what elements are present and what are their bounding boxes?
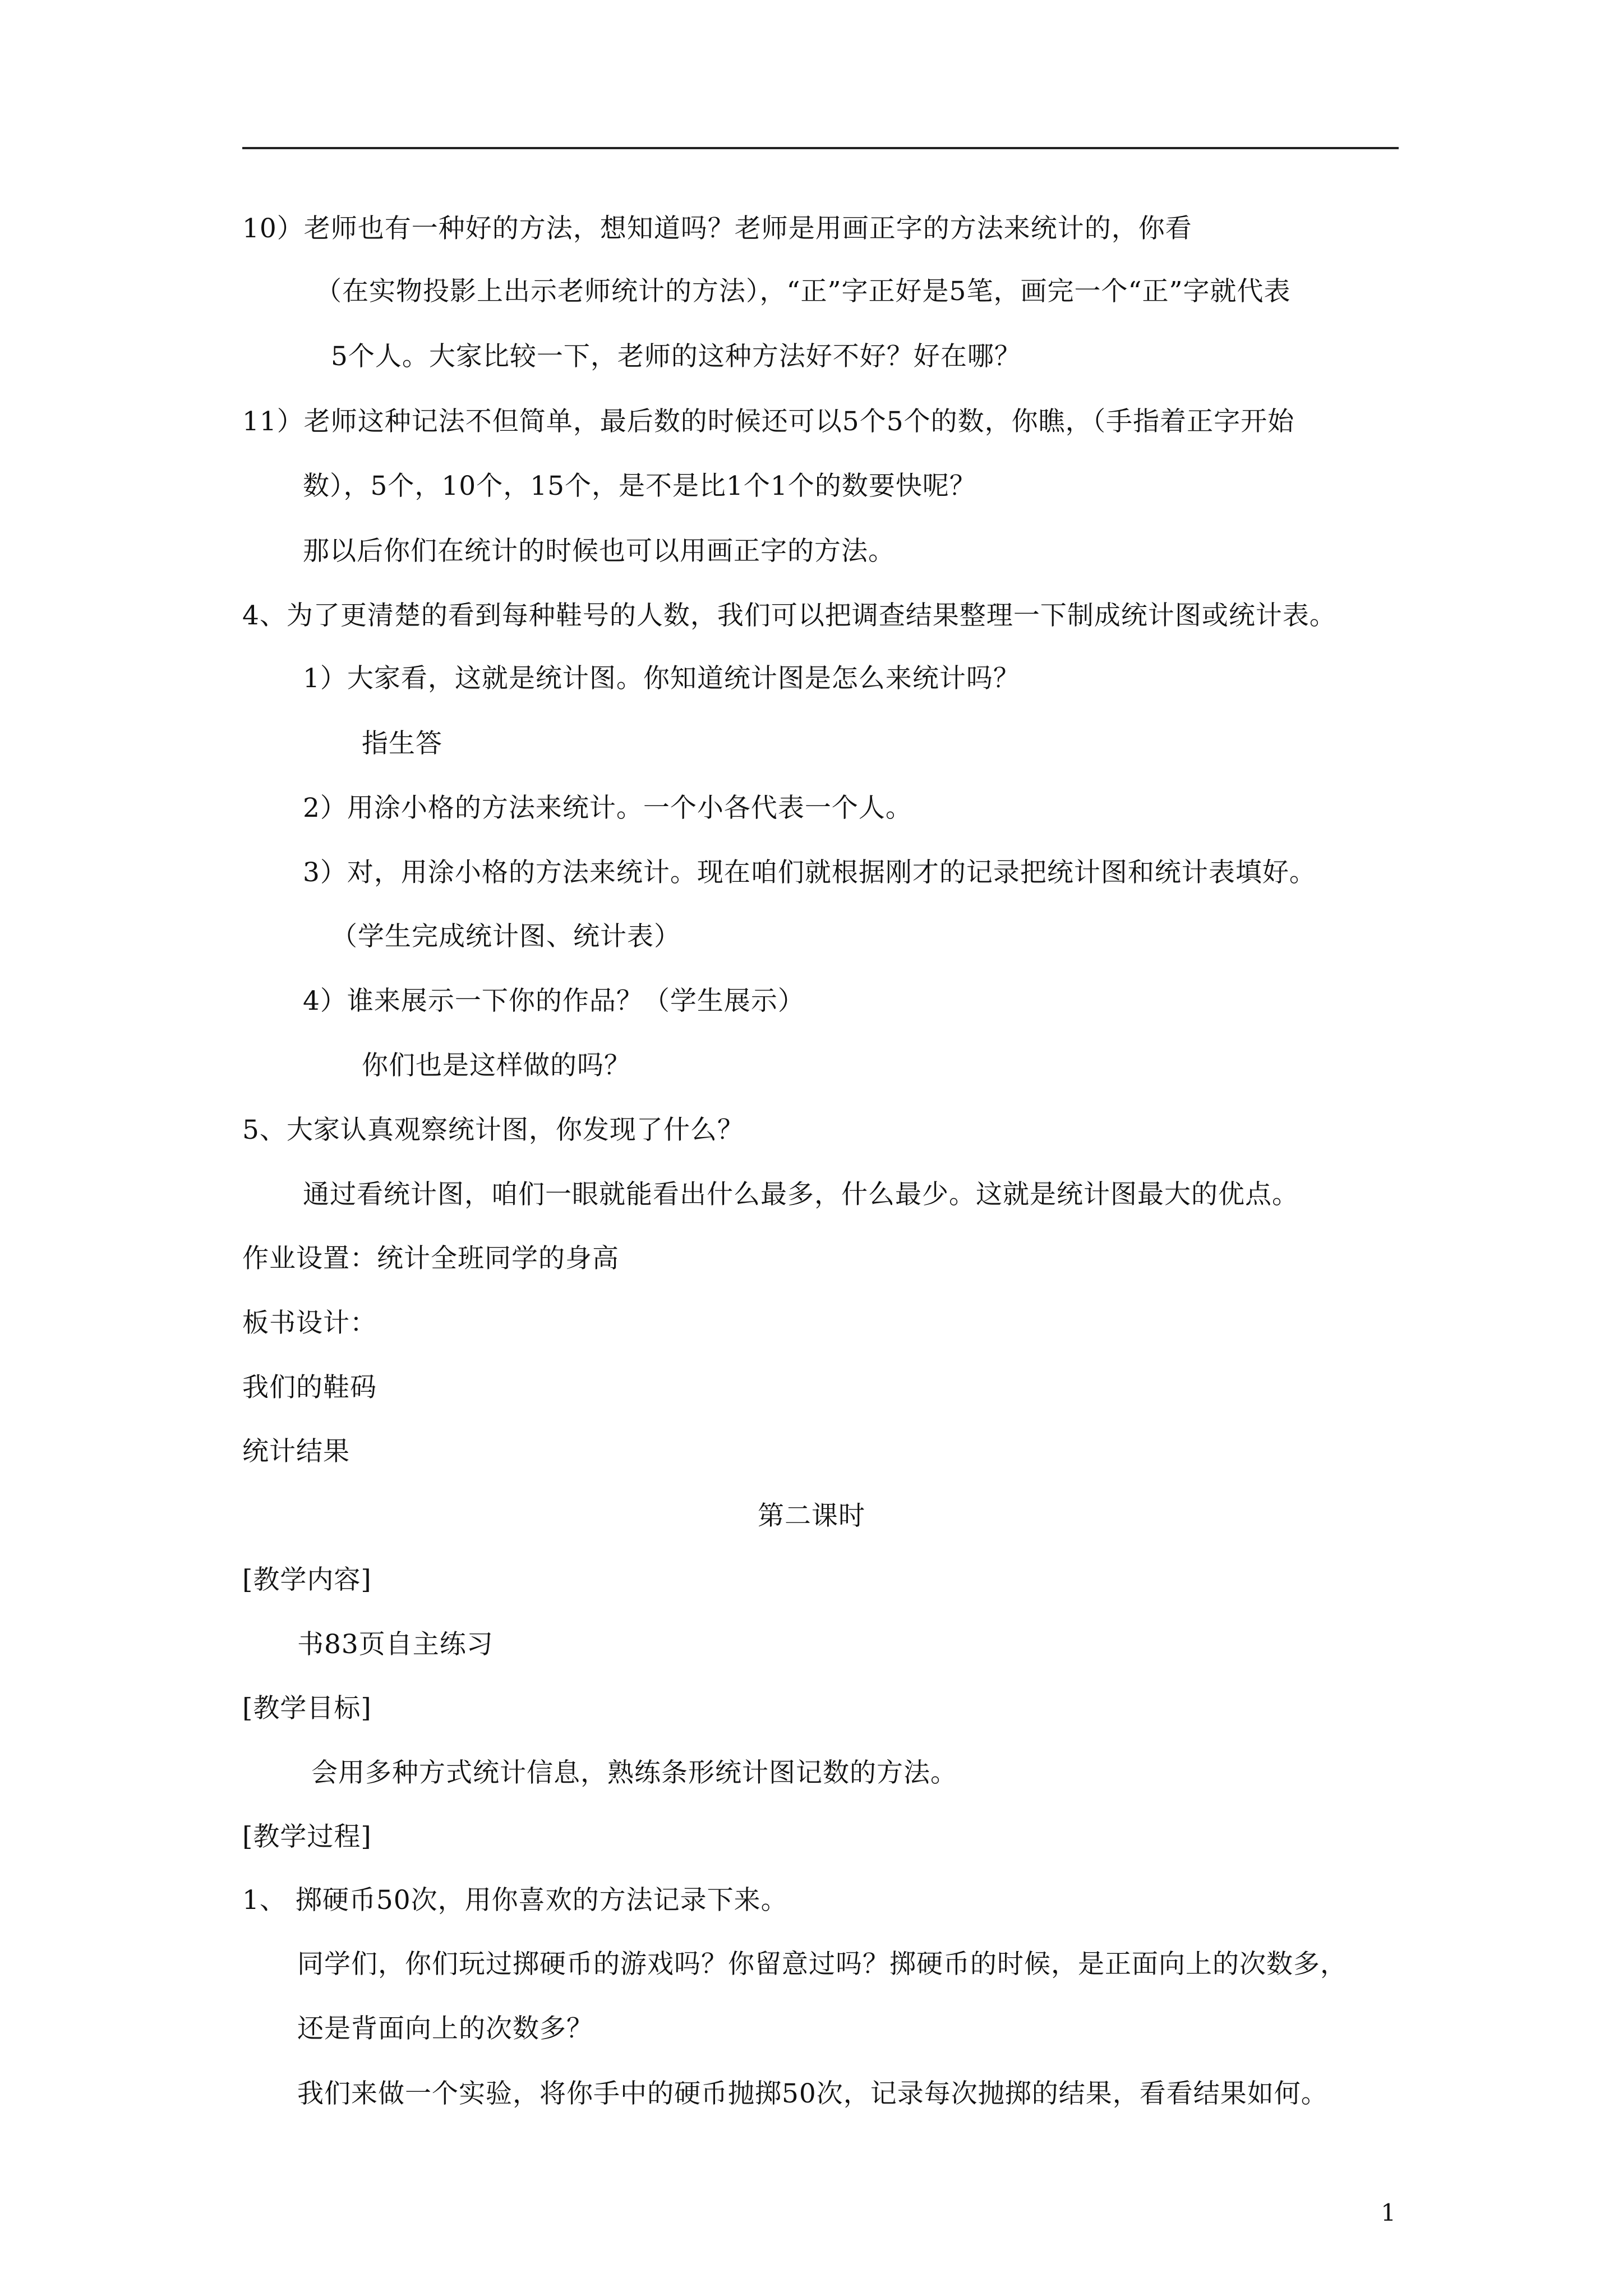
text-line: （在实物投影上出示老师统计的方法），“正”字正好是5笔，画完一个“正”字就代表	[315, 276, 1291, 307]
text-line: 1）大家看，这就是统计图。你知道统计图是怎么来统计吗？	[303, 663, 1020, 694]
text-line: 你们也是这样做的吗？	[362, 1050, 631, 1081]
text-line: 统计结果	[242, 1436, 350, 1467]
text-line: 11）老师这种记法不但简单，最后数的时候还可以5个5个的数，你瞧，（手指着正字开始	[242, 406, 1295, 437]
text-line: 数），5个，10个，15个，是不是比1个1个的数要快呢？	[303, 471, 976, 501]
text-line: 2）用涂小格的方法来统计。一个小各代表一个人。	[303, 793, 912, 823]
text-line: 通过看统计图，咱们一眼就能看出什么最多，什么最少。这就是统计图最大的优点。	[303, 1179, 1299, 1210]
text-line: 5个人。大家比较一下，老师的这种方法好不好？好在哪？	[331, 341, 1021, 372]
text-line: 4）谁来展示一下你的作品？（学生展示）	[303, 986, 805, 1016]
text-line: 5、大家认真观察统计图，你发现了什么？	[242, 1115, 744, 1145]
text-line: 指生答	[362, 728, 442, 759]
text-line: 同学们，你们玩过掷硬币的游戏吗？你留意过吗？掷硬币的时候，是正面向上的次数多，	[297, 1949, 1347, 1980]
text-line: （学生完成统计图、统计表）	[331, 921, 681, 952]
text-line: 1、 掷硬币50次，用你喜欢的方法记录下来。	[242, 1885, 788, 1916]
section-title: 第二课时	[758, 1501, 865, 1531]
header-rule	[242, 147, 1399, 149]
text-line: 作业设置：统计全班同学的身高	[242, 1243, 619, 1274]
text-line: [教学过程]	[242, 1821, 372, 1852]
page-number: 1	[1381, 2199, 1396, 2226]
text-line: 书83页自主练习	[297, 1629, 494, 1660]
text-line: 还是背面向上的次数多？	[297, 2013, 593, 2044]
text-line: 我们的鞋码	[242, 1372, 377, 1403]
text-line: 3）对，用涂小格的方法来统计。现在咱们就根据刚才的记录把统计图和统计表填好。	[303, 857, 1316, 888]
text-line: 板书设计：	[242, 1308, 377, 1338]
text-line: [教学内容]	[242, 1565, 372, 1595]
text-line: 会用多种方式统计信息，熟练条形统计图记数的方法。	[311, 1757, 957, 1788]
text-line: 10）老师也有一种好的方法，想知道吗？老师是用画正字的方法来统计的，你看	[242, 213, 1192, 244]
text-line: 那以后你们在统计的时候也可以用画正字的方法。	[303, 536, 895, 567]
text-line: [教学目标]	[242, 1693, 372, 1724]
text-line: 4、为了更清楚的看到每种鞋号的人数，我们可以把调查结果整理一下制成统计图或统计表。	[242, 600, 1336, 631]
text-line: 我们来做一个实验，将你手中的硬币抛掷50次，记录每次抛掷的结果，看看结果如何。	[297, 2078, 1328, 2109]
